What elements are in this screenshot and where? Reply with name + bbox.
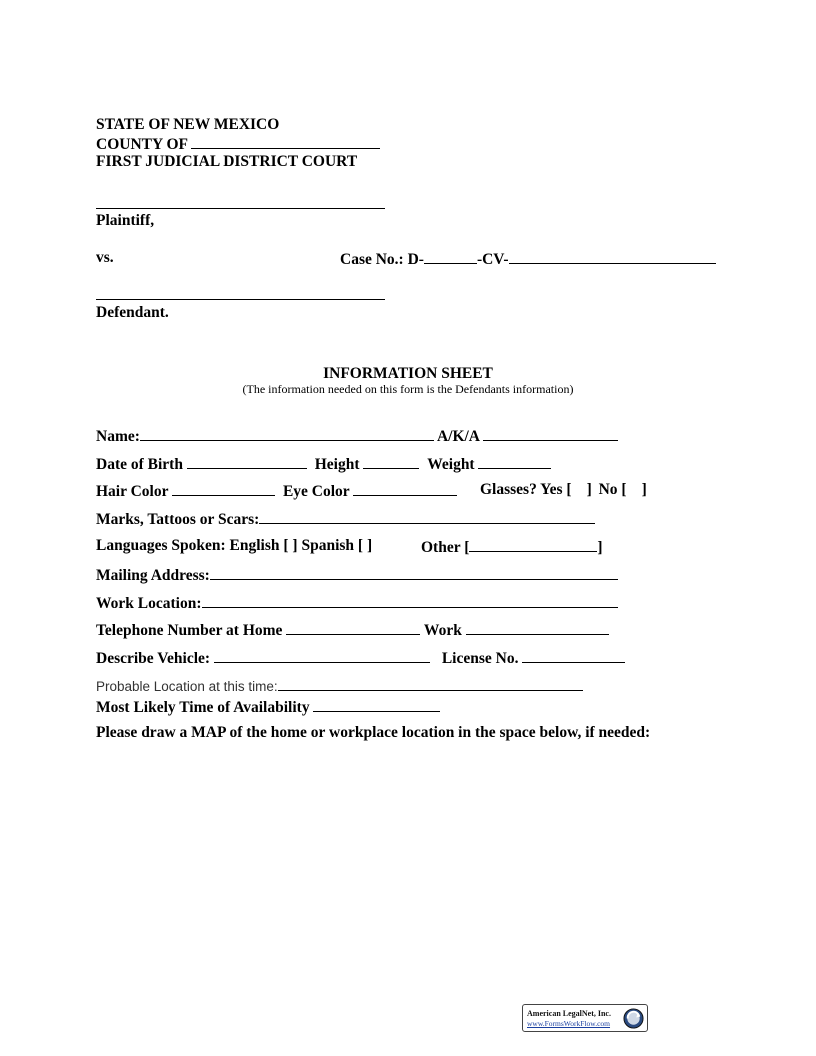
court-heading: FIRST JUDICIAL DISTRICT COURT <box>96 153 358 170</box>
case-cv-label: -CV- <box>476 251 509 268</box>
probable-location-input[interactable] <box>278 678 583 691</box>
county-heading <box>96 134 380 155</box>
mailing-label: Mailing Address: <box>96 567 210 584</box>
tel-home-label: Telephone Number at Home <box>96 622 283 639</box>
name-row <box>96 426 618 446</box>
glasses-yes-label[interactable]: Glasses? Yes [ <box>480 481 572 498</box>
probable-location-label: Probable Location at this time: <box>96 679 278 694</box>
other-language <box>421 537 603 557</box>
eye-label: Eye Color <box>282 483 350 500</box>
county-blank[interactable] <box>191 134 380 149</box>
other-language-input[interactable] <box>469 537 597 552</box>
work-location-label: Work Location: <box>96 595 202 612</box>
tel-home-input[interactable] <box>286 620 420 635</box>
badge-url[interactable]: www.FormsWorkFlow.com <box>527 1019 611 1028</box>
marks-input[interactable] <box>259 509 595 524</box>
availability-row <box>96 697 440 717</box>
other-close: ] <box>597 539 603 556</box>
map-drawing-area[interactable] <box>96 750 720 990</box>
vehicle-label: Describe Vehicle: <box>96 650 211 667</box>
dob-row <box>96 454 551 474</box>
globe-arrow-icon <box>623 1008 644 1029</box>
legalnet-badge[interactable] <box>522 1004 648 1032</box>
glasses-row <box>480 481 647 499</box>
hair-input[interactable] <box>172 481 275 496</box>
hair-label: Hair Color <box>96 483 169 500</box>
license-input[interactable] <box>522 648 625 663</box>
defendant-label: Defendant. <box>96 304 169 321</box>
glasses-yes-close: ] <box>586 481 592 498</box>
spanish-label: Spanish <box>301 537 355 554</box>
aka-input[interactable] <box>483 426 618 441</box>
vehicle-row <box>96 648 625 668</box>
glasses-no-close: ] <box>641 481 647 498</box>
mailing-row <box>96 565 618 585</box>
mailing-input[interactable] <box>210 565 618 580</box>
spanish-checkbox[interactable]: [ ] <box>357 537 373 554</box>
eye-input[interactable] <box>353 481 457 496</box>
plaintiff-label: Plaintiff, <box>96 212 155 229</box>
hair-row <box>96 481 457 501</box>
availability-label: Most Likely Time of Availability <box>96 699 310 716</box>
name-label: Name: <box>96 428 140 445</box>
other-label: Other [ <box>421 539 470 556</box>
availability-input[interactable] <box>313 697 440 712</box>
dob-input[interactable] <box>187 454 307 469</box>
case-number-blank[interactable] <box>509 249 716 264</box>
english-checkbox[interactable]: [ ] <box>283 537 298 554</box>
work-location-row <box>96 593 618 613</box>
vehicle-input[interactable] <box>214 648 430 663</box>
languages-row <box>96 537 372 555</box>
case-number <box>340 249 716 270</box>
height-label: Height <box>314 456 360 473</box>
tel-work-label: Work <box>423 622 462 639</box>
marks-row <box>96 509 595 529</box>
form-title: INFORMATION SHEET <box>323 365 493 382</box>
name-input[interactable] <box>140 426 434 441</box>
case-no-label: Case No.: D- <box>340 251 424 268</box>
weight-label: Weight <box>427 456 475 473</box>
telephone-row <box>96 620 609 640</box>
badge-company: American LegalNet, Inc. <box>527 1009 611 1018</box>
form-subtitle: (The information needed on this form is the Defendants information) <box>242 382 574 396</box>
aka-label: A/K/A <box>436 428 480 445</box>
defendant-blank[interactable] <box>96 299 385 300</box>
map-instruction: Please draw a MAP of the home or workplace location in the space below, if needed: <box>96 724 651 741</box>
height-input[interactable] <box>363 454 419 469</box>
dob-label: Date of Birth <box>96 456 183 473</box>
state-heading: STATE OF NEW MEXICO <box>96 116 280 133</box>
work-location-input[interactable] <box>202 593 618 608</box>
tel-work-input[interactable] <box>466 620 609 635</box>
plaintiff-blank[interactable] <box>96 208 385 209</box>
vs-label: vs. <box>96 249 114 266</box>
probable-location-row <box>96 678 583 694</box>
county-label: COUNTY OF <box>96 136 188 153</box>
marks-label: Marks, Tattoos or Scars: <box>96 511 260 528</box>
license-label: License No. <box>441 650 519 667</box>
case-district-blank[interactable] <box>424 249 477 264</box>
glasses-no-label[interactable]: No [ <box>598 481 627 498</box>
weight-input[interactable] <box>478 454 551 469</box>
languages-label: Languages Spoken: English <box>96 537 280 554</box>
